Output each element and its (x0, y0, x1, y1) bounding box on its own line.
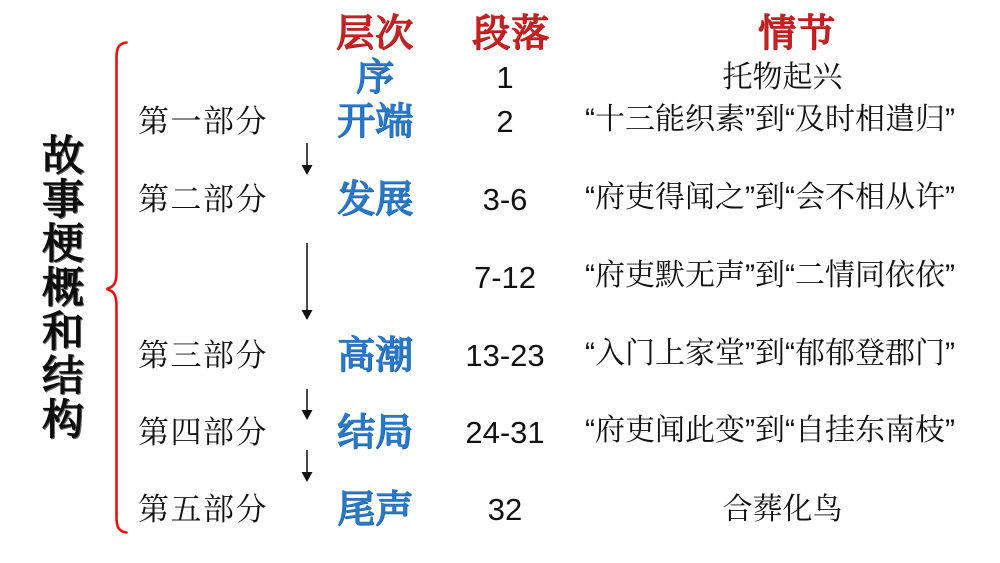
stage-label: 开端 (336, 101, 413, 143)
down-arrow-icon (302, 389, 313, 420)
paragraph-range: 24-31 (465, 415, 545, 450)
plot-text: “府吏闻此变”到“自挂东南枝” (585, 414, 955, 447)
part-label: 第二部分 (138, 182, 268, 217)
stage-label: 尾声 (336, 489, 413, 531)
stage-label: 结局 (336, 412, 413, 454)
stage-label: 高潮 (336, 335, 413, 377)
paragraph-range: 32 (487, 492, 523, 527)
plot-text: “十三能织素”到“及时相遣归” (585, 103, 955, 136)
paragraph-range: 7-12 (473, 260, 537, 295)
plot-text: 合葬化鸟 (722, 493, 843, 526)
plot-text: 托物起兴 (722, 61, 843, 94)
paragraph-range: 2 (496, 104, 514, 139)
part-label: 第三部分 (138, 338, 268, 373)
down-arrow-icon (302, 243, 313, 320)
plot-text: “府吏默无声”到“二情同依依” (585, 259, 955, 292)
paragraph-range: 13-23 (465, 338, 545, 373)
stage-label: 发展 (336, 179, 413, 221)
stage-label: 序 (355, 57, 394, 99)
plot-text: “府吏得闻之”到“会不相从许” (585, 181, 955, 214)
paragraph-range: 3-6 (482, 182, 528, 217)
part-label: 第四部分 (138, 415, 268, 450)
part-label: 第一部分 (138, 104, 268, 139)
plot-text: “入门上家堂”到“郁郁登郡门” (585, 337, 955, 370)
down-arrow-icon (302, 450, 313, 482)
down-arrow-icon (302, 143, 313, 175)
vertical-title: 故事梗概和结构 (37, 133, 84, 441)
header-level: 层次 (335, 13, 414, 55)
header-plot: 情节 (757, 13, 836, 55)
paragraph-range: 1 (496, 60, 514, 95)
header-paragraph: 段落 (471, 13, 550, 55)
part-label: 第五部分 (138, 492, 268, 527)
left-curly-brace (107, 43, 127, 533)
